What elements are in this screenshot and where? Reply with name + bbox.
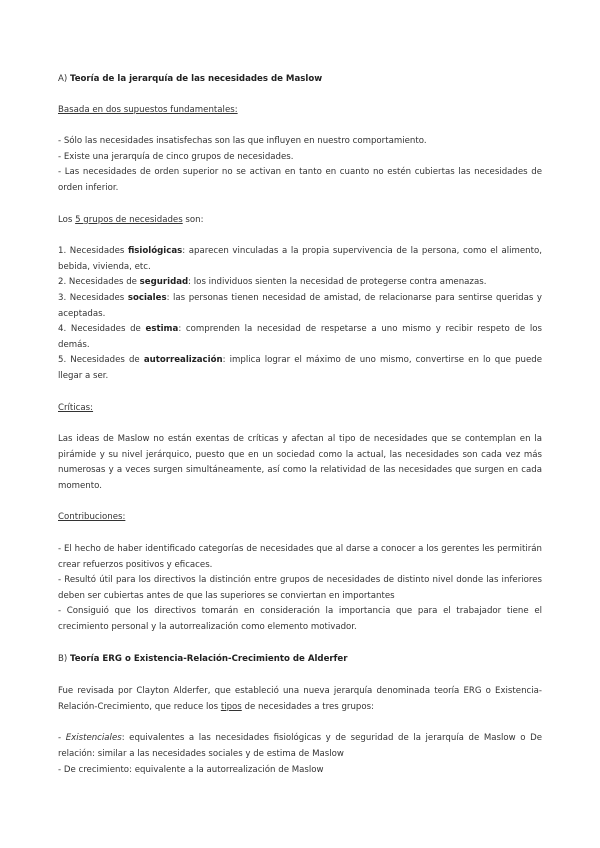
- supuesto-item: - Existe una jerarquía de cinco grupos de necesidades.: [58, 151, 294, 162]
- supuesto-item: - Sólo las necesidades insatisfechas son las que influyen en nuestro comportamiento.: [58, 136, 427, 147]
- necesidad-item: [58, 322, 542, 353]
- necesidad-name: fisiológicas: [127, 246, 183, 257]
- section-a-heading: Teoría de la jerarquía de las necesidades de Maslow: [69, 74, 323, 84]
- erg-grupo-desc: De crecimiento: equivalente a la autorrealización de Maslow: [63, 764, 324, 775]
- erg-intro-paragraph: [58, 684, 542, 715]
- basada-label: Basada en dos supuestos fundamentales:: [58, 104, 238, 115]
- section-b-heading: Teoría ERG o Existencia-Relación-Crecimiento de Alderfer: [69, 653, 348, 664]
- contribucion-item: - Resultó útil para los directivos la distinción entre grupos de necesidades de distinto nivel donde las inferiores deben ser cubiertas antes de que las superiores se conviertan en importantes: [58, 575, 542, 601]
- criticas-paragraph: Las ideas de Maslow no están exentas de críticas y afectan al tipo de necesidades que se contemplan en la pirámide y su nivel jerárquico, puesto que en un sociedad como la actual, las necesidades son cada vez más numerosas y a veces surgen simultáneamente, así como la relatividad de las necesidades que surgen en cada momento.: [58, 434, 542, 491]
- grupos-intro: [58, 213, 542, 229]
- erg-intro-pre: Fue revisada por Clayton Alderfer, que estableció una nueva jerarquía denominada teoría ERG o Existencia-Relación-Crecimiento, que reduce los: [58, 686, 542, 712]
- necesidad-desc: : comprenden la necesidad de respetarse a uno mismo y recibir respeto de los demás.: [58, 324, 542, 350]
- necesidad-desc: : implica lograr el máximo de uno mismo, convertirse en lo que puede llegar a ser.: [58, 355, 543, 381]
- erg-grupo-prefix: -: [58, 764, 64, 775]
- grupos-intro-post: son:: [182, 214, 204, 225]
- necesidad-prefix: 1. Necesidades: [58, 246, 128, 257]
- necesidad-desc: : aparecen vinculadas a la propia supervivencia de la persona, como el alimento, bebida, vivienda, etc.: [58, 246, 542, 272]
- section-b-title: [58, 652, 542, 668]
- necesidad-item: [58, 291, 542, 322]
- necesidad-item: [58, 275, 542, 291]
- necesidad-desc: : los individuos sienten la necesidad de protegerse contra amenazas.: [188, 277, 487, 288]
- grupos-intro-underlined: 5 grupos de necesidades: [75, 214, 183, 225]
- erg-intro-underlined: tipos: [220, 701, 242, 712]
- criticas-subheading: [58, 401, 542, 417]
- contribucion-item: - Consiguió que los directivos tomarán en consideración la importancia que para el trabajador tiene el crecimiento personal y la autorrealización como elemento motivador.: [58, 606, 542, 633]
- section-a-title: [58, 72, 542, 88]
- contribuciones-subheading: [58, 510, 542, 526]
- contribuciones-list: [58, 542, 542, 636]
- necesidad-prefix: 4. Necesidades de: [58, 324, 146, 335]
- necesidad-prefix: 2. Necesidades de: [58, 277, 140, 288]
- necesidad-name: estima: [145, 324, 179, 335]
- grupos-intro-pre: Los: [58, 214, 76, 225]
- erg-grupo-name: Existenciales: [65, 733, 122, 744]
- section-a-prefix: A): [58, 74, 70, 84]
- necesidad-prefix: 3. Necesidades: [58, 292, 128, 303]
- necesidad-prefix: 5. Necesidades de: [58, 355, 144, 366]
- erg-intro-post: de necesidades a tres grupos:: [241, 701, 374, 712]
- necesidad-desc: : las personas tienen necesidad de amistad, de relacionarse para sentirse queridas y aceptadas.: [58, 292, 542, 319]
- supuesto-item: - Las necesidades de orden superior no se activan en tanto en cuanto no estén cubiertas las necesidades de orden inferior.: [58, 167, 542, 193]
- contribuciones-label: Contribuciones:: [58, 512, 126, 523]
- necesidades-list: [58, 244, 542, 384]
- section-b-prefix: B): [58, 653, 70, 664]
- erg-grupo-item: [58, 763, 542, 779]
- necesidad-name: sociales: [127, 292, 167, 303]
- necesidad-item: [58, 353, 542, 384]
- supuestos-list: [58, 134, 542, 196]
- contribucion-item: - El hecho de haber identificado categorías de necesidades que al darse a conocer a los gerentes les permitirán crear refuerzos positivos y eficaces.: [58, 544, 542, 570]
- erg-grupo-prefix: -: [58, 733, 66, 744]
- necesidad-item: [58, 244, 542, 275]
- basada-subheading: [58, 103, 542, 119]
- erg-grupo-desc: : equivalentes a las necesidades fisiológicas y de seguridad de la jerarquía de Maslow o De relación: similar a las necesidades sociales y de estima de Maslow: [58, 733, 542, 759]
- erg-grupos-list: [58, 731, 542, 778]
- erg-grupo-item: [58, 731, 542, 762]
- criticas-label: Críticas:: [58, 402, 94, 413]
- necesidad-name: autorrealización: [143, 355, 223, 366]
- necesidad-name: seguridad: [139, 277, 189, 288]
